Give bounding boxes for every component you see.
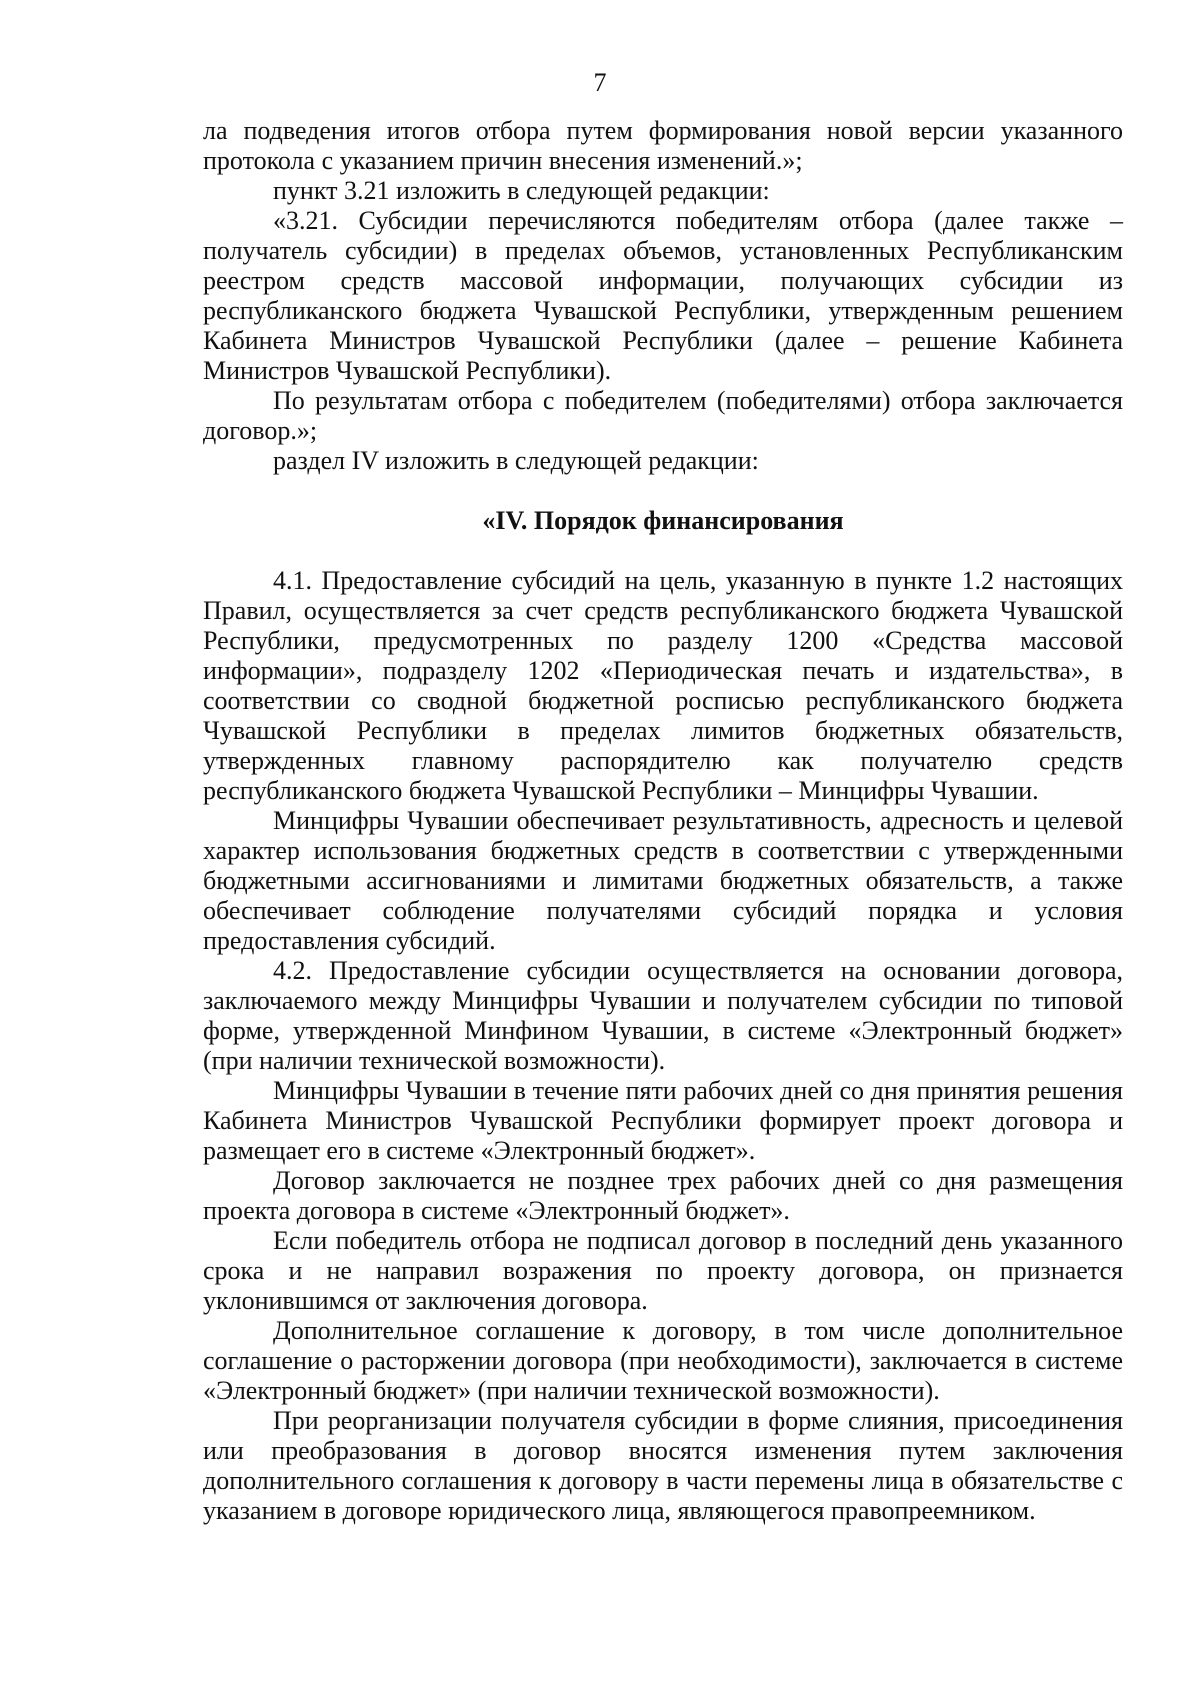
paragraph: Минцифры Чувашии в течение пяти рабочих дней со дня принятия решения Кабинета Министров Чувашской Республики формирует проект договора и размещает его в системе «Электронный бюджет». bbox=[203, 1076, 1123, 1165]
paragraph: Минцифры Чувашии обеспечивает результативность, адресность и целевой характер использования бюджетных средств в соответствии с утвержденными бюджетными ассигнованиями и лимитами бюджетных обязательств, а также обеспечивает соблюдение получателями субсидий порядка и условия предоставления субсидий. bbox=[203, 806, 1123, 955]
paragraph: 4.2. Предоставление субсидии осуществляется на основании договора, заключаемого между Минцифры Чувашии и получателем субсидии по типовой форме, утвержденной Минфином Чувашии, в системе «Электронный бюджет» (при наличии технической возможности). bbox=[203, 956, 1123, 1075]
paragraph: раздел IV изложить в следующей редакции: bbox=[273, 446, 759, 475]
paragraph: пункт 3.21 изложить в следующей редакции: bbox=[273, 176, 770, 205]
paragraph: Договор заключается не позднее трех рабочих дней со дня размещения проекта договора в системе «Электронный бюджет». bbox=[203, 1166, 1123, 1225]
paragraph: По результатам отбора с победителем (победителями) отбора заключается договор.»; bbox=[203, 386, 1123, 445]
section-heading: «IV. Порядок финансирования bbox=[482, 506, 844, 535]
paragraph: Дополнительное соглашение к договору, в том числе дополнительное соглашение о расторжении договора (при необходимости), заключается в системе «Электронный бюджет» (при наличии технической возможности). bbox=[203, 1316, 1123, 1405]
paragraph: Если победитель отбора не подписал договор в последний день указанного срока и не направил возражения по проекту договора, он признается уклонившимся от заключения договора. bbox=[203, 1226, 1123, 1315]
paragraphs-after-heading bbox=[203, 566, 1123, 1526]
paragraph: При реорганизации получателя субсидии в форме слияния, присоединения или преобразования в договор вносятся изменения путем заключения дополнительного соглашения к договору в части перемены лица в обязательстве с указанием в договоре юридического лица, являющегося правопреемником. bbox=[203, 1406, 1123, 1525]
page-number: 7 bbox=[593, 68, 607, 97]
paragraph: ла подведения итогов отбора путем формирования новой версии указанного протокола с указанием причин внесения изменений.»; bbox=[203, 116, 1123, 175]
document-body bbox=[203, 116, 1123, 1526]
paragraph: 4.1. Предоставление субсидий на цель, указанную в пункте 1.2 настоящих Правил, осуществляется за счет средств республиканского бюджета Чувашской Республики, предусмотренных по разделу 1200 «Средства массовой информации», подразделу 1202 «Периодическая печать и издательства», в соответствии со сводной бюджетной росписью республиканского бюджета Чувашской Республики в пределах лимитов бюджетных обязательств, утвержденных главному распорядителю как получателю средств республиканского бюджета Чувашской Республики – Минцифры Чувашии. bbox=[203, 566, 1123, 805]
paragraph: «3.21. Субсидии перечисляются победителям отбора (далее также – получатель субсидии) в пределах объемов, установленных Республиканским реестром средств массовой информации, получающих субсидии из республиканского бюджета Чувашской Республики, утвержденным решением Кабинета Министров Чувашской Республики (далее – решение Кабинета Министров Чувашской Республики). bbox=[203, 206, 1123, 385]
paragraphs-before-heading bbox=[203, 116, 1123, 476]
